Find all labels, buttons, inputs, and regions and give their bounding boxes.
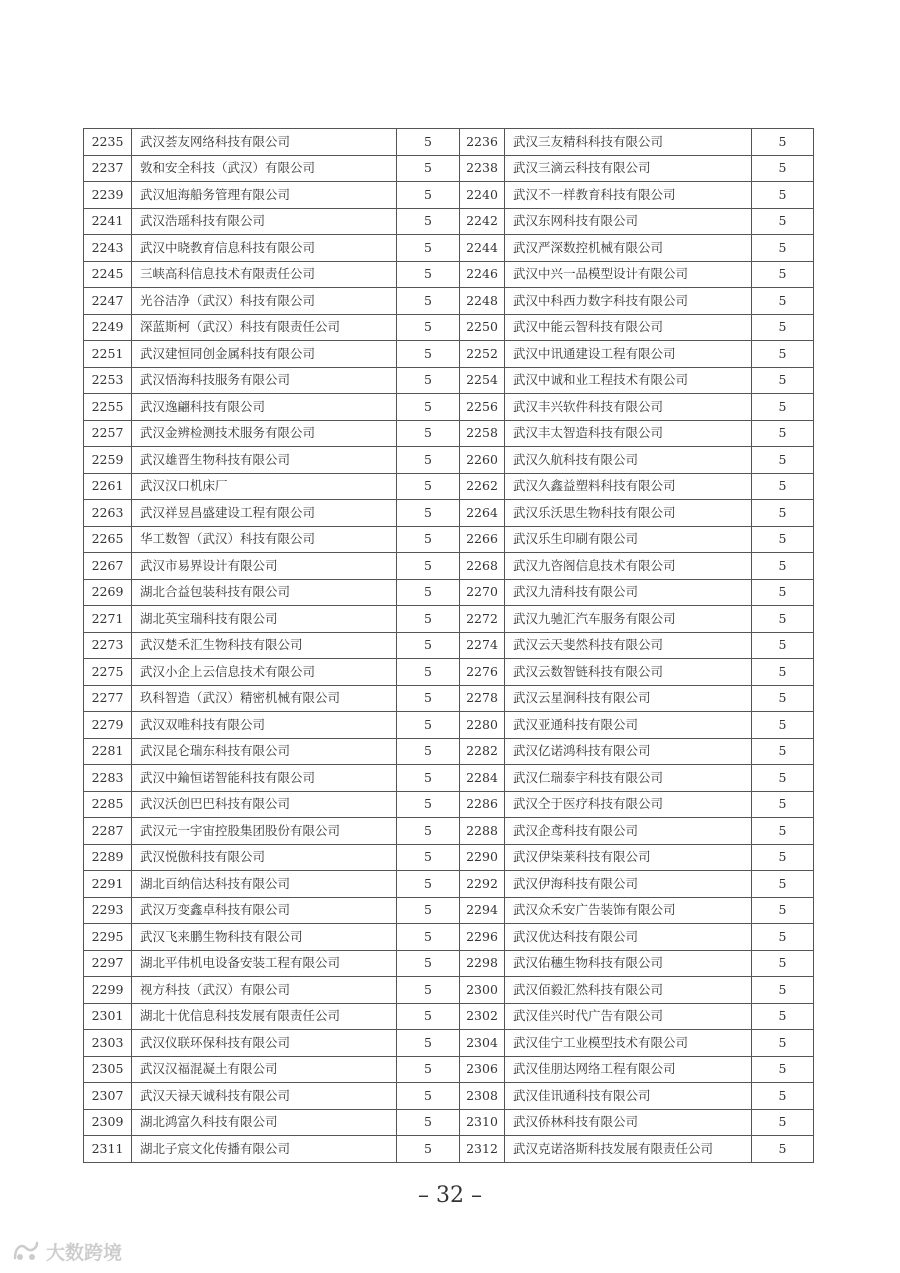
table-row xyxy=(84,288,814,315)
company-name: 武汉金辨检测技术服务有限公司 xyxy=(132,420,397,447)
company-name: 武汉中讯通建设工程有限公司 xyxy=(505,341,752,368)
company-name: 武汉克诺洛斯科技发展有限责任公司 xyxy=(505,1136,752,1163)
company-name: 武汉中科西力数字科技有限公司 xyxy=(505,288,752,315)
score-value: 5 xyxy=(752,1109,814,1136)
table-row xyxy=(84,685,814,712)
score-value: 5 xyxy=(752,526,814,553)
entry-number: 2251 xyxy=(84,341,132,368)
company-name: 武汉优达科技有限公司 xyxy=(505,924,752,951)
score-value: 5 xyxy=(752,712,814,739)
entry-number: 2309 xyxy=(84,1109,132,1136)
entry-number: 2289 xyxy=(84,844,132,871)
score-value: 5 xyxy=(752,1030,814,1057)
entry-number: 2265 xyxy=(84,526,132,553)
entry-number: 2253 xyxy=(84,367,132,394)
company-name: 武汉侨林科技有限公司 xyxy=(505,1109,752,1136)
company-name: 武汉万变鑫卓科技有限公司 xyxy=(132,897,397,924)
entry-number: 2260 xyxy=(460,447,505,474)
score-value: 5 xyxy=(752,129,814,156)
score-value: 5 xyxy=(397,261,460,288)
score-value: 5 xyxy=(397,367,460,394)
watermark-text: 大数跨境 xyxy=(46,1241,123,1264)
score-value: 5 xyxy=(752,341,814,368)
score-value: 5 xyxy=(752,420,814,447)
score-value: 5 xyxy=(752,208,814,235)
table-row xyxy=(84,155,814,182)
entry-number: 2243 xyxy=(84,235,132,262)
entry-number: 2282 xyxy=(460,738,505,765)
company-name: 武汉伊柒莱科技有限公司 xyxy=(505,844,752,871)
company-name: 武汉佳兴时代广告有限公司 xyxy=(505,1003,752,1030)
company-name: 武汉仁瑞泰宇科技有限公司 xyxy=(505,765,752,792)
entry-number: 2241 xyxy=(84,208,132,235)
entry-number: 2236 xyxy=(460,129,505,156)
table-row xyxy=(84,1030,814,1057)
company-name: 武汉旭海船务管理有限公司 xyxy=(132,182,397,209)
company-name: 武汉天禄天诚科技有限公司 xyxy=(132,1083,397,1110)
company-name: 武汉佳讯通科技有限公司 xyxy=(505,1083,752,1110)
score-value: 5 xyxy=(397,897,460,924)
score-value: 5 xyxy=(397,341,460,368)
table-row xyxy=(84,261,814,288)
company-name: 武汉飞来鹏生物科技有限公司 xyxy=(132,924,397,951)
company-name: 湖北十优信息科技发展有限责任公司 xyxy=(132,1003,397,1030)
score-value: 5 xyxy=(397,579,460,606)
table-row xyxy=(84,394,814,421)
entry-number: 2286 xyxy=(460,791,505,818)
entry-number: 2263 xyxy=(84,500,132,527)
score-value: 5 xyxy=(397,765,460,792)
score-value: 5 xyxy=(752,500,814,527)
score-value: 5 xyxy=(752,897,814,924)
entry-number: 2283 xyxy=(84,765,132,792)
score-value: 5 xyxy=(752,659,814,686)
table-row xyxy=(84,712,814,739)
company-name: 武汉佳朋达网络工程有限公司 xyxy=(505,1056,752,1083)
company-name: 武汉市易界设计有限公司 xyxy=(132,553,397,580)
company-name: 武汉九清科技有限公司 xyxy=(505,579,752,606)
score-value: 5 xyxy=(752,818,814,845)
company-name: 武汉佳宁工业模型技术有限公司 xyxy=(505,1030,752,1057)
entry-number: 2302 xyxy=(460,1003,505,1030)
score-value: 5 xyxy=(397,1136,460,1163)
entry-number: 2248 xyxy=(460,288,505,315)
company-name: 武汉企鸢科技有限公司 xyxy=(505,818,752,845)
company-name: 武汉三友精科科技有限公司 xyxy=(505,129,752,156)
company-name: 武汉雄晋生物科技有限公司 xyxy=(132,447,397,474)
entry-number: 2287 xyxy=(84,818,132,845)
company-name: 深蓝斯柯（武汉）科技有限责任公司 xyxy=(132,314,397,341)
table-row xyxy=(84,314,814,341)
score-value: 5 xyxy=(397,1109,460,1136)
table-row xyxy=(84,871,814,898)
entry-number: 2240 xyxy=(460,182,505,209)
score-value: 5 xyxy=(752,1056,814,1083)
score-value: 5 xyxy=(752,314,814,341)
score-value: 5 xyxy=(397,1003,460,1030)
score-value: 5 xyxy=(397,924,460,951)
entry-number: 2250 xyxy=(460,314,505,341)
company-name: 武汉乐沃思生物科技有限公司 xyxy=(505,500,752,527)
entry-number: 2312 xyxy=(460,1136,505,1163)
table-row xyxy=(84,182,814,209)
company-name: 湖北鸿富久科技有限公司 xyxy=(132,1109,397,1136)
entry-number: 2256 xyxy=(460,394,505,421)
score-value: 5 xyxy=(397,844,460,871)
table-row xyxy=(84,341,814,368)
company-name: 武汉悟海科技服务有限公司 xyxy=(132,367,397,394)
entry-number: 2238 xyxy=(460,155,505,182)
score-value: 5 xyxy=(752,871,814,898)
entry-number: 2237 xyxy=(84,155,132,182)
company-name: 武汉祥昱昌盛建设工程有限公司 xyxy=(132,500,397,527)
brand-logo-icon xyxy=(12,1240,40,1262)
company-name: 玖科智造（武汉）精密机械有限公司 xyxy=(132,685,397,712)
entry-number: 2296 xyxy=(460,924,505,951)
table-row xyxy=(84,1083,814,1110)
entry-number: 2252 xyxy=(460,341,505,368)
score-value: 5 xyxy=(752,632,814,659)
company-name: 敦和安全科技（武汉）有限公司 xyxy=(132,155,397,182)
company-name: 武汉逸翩科技有限公司 xyxy=(132,394,397,421)
table-row xyxy=(84,553,814,580)
score-value: 5 xyxy=(397,1056,460,1083)
company-name: 武汉九咨阁信息技术有限公司 xyxy=(505,553,752,580)
score-value: 5 xyxy=(397,712,460,739)
table-row xyxy=(84,208,814,235)
score-value: 5 xyxy=(397,871,460,898)
entry-number: 2266 xyxy=(460,526,505,553)
company-name: 武汉丰太智造科技有限公司 xyxy=(505,420,752,447)
entry-number: 2235 xyxy=(84,129,132,156)
entry-number: 2249 xyxy=(84,314,132,341)
page-number: – 32 – xyxy=(418,1183,482,1208)
score-value: 5 xyxy=(397,818,460,845)
entry-number: 2259 xyxy=(84,447,132,474)
score-value: 5 xyxy=(752,977,814,1004)
score-value: 5 xyxy=(397,155,460,182)
table-row xyxy=(84,473,814,500)
table-row xyxy=(84,526,814,553)
score-value: 5 xyxy=(752,950,814,977)
score-value: 5 xyxy=(752,765,814,792)
watermark xyxy=(12,1238,122,1264)
company-name: 武汉亿诺鸿科技有限公司 xyxy=(505,738,752,765)
score-value: 5 xyxy=(397,659,460,686)
score-value: 5 xyxy=(397,500,460,527)
score-value: 5 xyxy=(397,235,460,262)
entry-number: 2290 xyxy=(460,844,505,871)
score-value: 5 xyxy=(397,685,460,712)
table-row xyxy=(84,977,814,1004)
entry-number: 2306 xyxy=(460,1056,505,1083)
score-value: 5 xyxy=(397,977,460,1004)
table-row xyxy=(84,447,814,474)
company-name: 武汉久鑫益塑料科技有限公司 xyxy=(505,473,752,500)
score-value: 5 xyxy=(752,367,814,394)
score-value: 5 xyxy=(397,1030,460,1057)
table-row xyxy=(84,367,814,394)
table-row xyxy=(84,235,814,262)
entry-number: 2262 xyxy=(460,473,505,500)
score-value: 5 xyxy=(752,606,814,633)
score-value: 5 xyxy=(752,394,814,421)
company-name: 武汉众禾安广告装饰有限公司 xyxy=(505,897,752,924)
table-row xyxy=(84,1056,814,1083)
entry-number: 2271 xyxy=(84,606,132,633)
entry-number: 2294 xyxy=(460,897,505,924)
entry-number: 2258 xyxy=(460,420,505,447)
entry-number: 2297 xyxy=(84,950,132,977)
table-row xyxy=(84,606,814,633)
score-value: 5 xyxy=(752,155,814,182)
company-name: 武汉九驰汇汽车服务有限公司 xyxy=(505,606,752,633)
company-name: 武汉三滴云科技有限公司 xyxy=(505,155,752,182)
score-value: 5 xyxy=(397,553,460,580)
company-name: 武汉中能云智科技有限公司 xyxy=(505,314,752,341)
company-name: 武汉云天斐然科技有限公司 xyxy=(505,632,752,659)
score-value: 5 xyxy=(752,182,814,209)
entry-number: 2279 xyxy=(84,712,132,739)
company-name: 武汉汉福混凝土有限公司 xyxy=(132,1056,397,1083)
company-name: 武汉小企上云信息技术有限公司 xyxy=(132,659,397,686)
entry-number: 2242 xyxy=(460,208,505,235)
company-name: 湖北百纳信达科技有限公司 xyxy=(132,871,397,898)
score-value: 5 xyxy=(752,1136,814,1163)
entry-number: 2267 xyxy=(84,553,132,580)
company-name: 华工数智（武汉）科技有限公司 xyxy=(132,526,397,553)
score-value: 5 xyxy=(752,844,814,871)
entry-number: 2285 xyxy=(84,791,132,818)
company-name: 武汉浩瑶科技有限公司 xyxy=(132,208,397,235)
table-row xyxy=(84,950,814,977)
score-value: 5 xyxy=(752,738,814,765)
score-value: 5 xyxy=(397,473,460,500)
company-name: 武汉沃创巴巴科技有限公司 xyxy=(132,791,397,818)
company-name: 武汉楚禾汇生物科技有限公司 xyxy=(132,632,397,659)
table-row xyxy=(84,844,814,871)
score-value: 5 xyxy=(397,182,460,209)
entry-number: 2247 xyxy=(84,288,132,315)
company-name: 武汉中诚和业工程技术有限公司 xyxy=(505,367,752,394)
table-row xyxy=(84,632,814,659)
entry-number: 2268 xyxy=(460,553,505,580)
table-row xyxy=(84,765,814,792)
entry-number: 2291 xyxy=(84,871,132,898)
table-row xyxy=(84,420,814,447)
company-name: 武汉汉口机床厂 xyxy=(132,473,397,500)
company-name: 武汉中晓教育信息科技有限公司 xyxy=(132,235,397,262)
company-name: 湖北平伟机电设备安装工程有限公司 xyxy=(132,950,397,977)
company-name: 武汉元一宇宙控股集团股份有限公司 xyxy=(132,818,397,845)
company-name: 武汉云星涧科技有限公司 xyxy=(505,685,752,712)
score-value: 5 xyxy=(397,950,460,977)
company-name: 武汉悦傲科技有限公司 xyxy=(132,844,397,871)
entry-number: 2293 xyxy=(84,897,132,924)
score-value: 5 xyxy=(752,288,814,315)
table-row xyxy=(84,1003,814,1030)
entry-number: 2257 xyxy=(84,420,132,447)
entry-number: 2244 xyxy=(460,235,505,262)
score-value: 5 xyxy=(397,420,460,447)
table-row xyxy=(84,924,814,951)
company-name: 武汉佰毅汇然科技有限公司 xyxy=(505,977,752,1004)
table-row xyxy=(84,738,814,765)
score-value: 5 xyxy=(397,632,460,659)
score-value: 5 xyxy=(752,924,814,951)
entry-number: 2281 xyxy=(84,738,132,765)
entry-number: 2254 xyxy=(460,367,505,394)
company-name: 武汉丰兴软件科技有限公司 xyxy=(505,394,752,421)
entry-number: 2272 xyxy=(460,606,505,633)
company-name: 武汉佑穗生物科技有限公司 xyxy=(505,950,752,977)
score-value: 5 xyxy=(752,261,814,288)
entry-number: 2304 xyxy=(460,1030,505,1057)
score-value: 5 xyxy=(752,579,814,606)
score-value: 5 xyxy=(397,129,460,156)
entry-number: 2275 xyxy=(84,659,132,686)
entry-number: 2278 xyxy=(460,685,505,712)
entry-number: 2298 xyxy=(460,950,505,977)
score-value: 5 xyxy=(397,738,460,765)
company-name: 武汉久航科技有限公司 xyxy=(505,447,752,474)
entry-number: 2311 xyxy=(84,1136,132,1163)
entry-number: 2269 xyxy=(84,579,132,606)
company-name: 武汉建恒同创金属科技有限公司 xyxy=(132,341,397,368)
score-value: 5 xyxy=(397,208,460,235)
score-value: 5 xyxy=(752,685,814,712)
entry-number: 2273 xyxy=(84,632,132,659)
score-value: 5 xyxy=(752,473,814,500)
company-name: 武汉双唯科技有限公司 xyxy=(132,712,397,739)
entry-number: 2305 xyxy=(84,1056,132,1083)
company-name: 武汉乐生印刷有限公司 xyxy=(505,526,752,553)
entry-number: 2264 xyxy=(460,500,505,527)
entry-number: 2270 xyxy=(460,579,505,606)
company-table-body xyxy=(84,129,814,1163)
score-value: 5 xyxy=(397,526,460,553)
entry-number: 2261 xyxy=(84,473,132,500)
entry-number: 2239 xyxy=(84,182,132,209)
company-name: 三峡高科信息技术有限责任公司 xyxy=(132,261,397,288)
company-name: 湖北英宝瑞科技有限公司 xyxy=(132,606,397,633)
entry-number: 2277 xyxy=(84,685,132,712)
table-row xyxy=(84,500,814,527)
entry-number: 2292 xyxy=(460,871,505,898)
score-value: 5 xyxy=(752,1003,814,1030)
company-table xyxy=(83,128,814,1163)
score-value: 5 xyxy=(752,553,814,580)
score-value: 5 xyxy=(397,447,460,474)
company-name: 湖北合益包装科技有限公司 xyxy=(132,579,397,606)
entry-number: 2246 xyxy=(460,261,505,288)
entry-number: 2274 xyxy=(460,632,505,659)
entry-number: 2295 xyxy=(84,924,132,951)
score-value: 5 xyxy=(397,606,460,633)
table-row xyxy=(84,818,814,845)
company-name: 视方科技（武汉）有限公司 xyxy=(132,977,397,1004)
table-row xyxy=(84,659,814,686)
entry-number: 2303 xyxy=(84,1030,132,1057)
company-name: 武汉东网科技有限公司 xyxy=(505,208,752,235)
company-name: 武汉伊海科技有限公司 xyxy=(505,871,752,898)
table-row xyxy=(84,791,814,818)
score-value: 5 xyxy=(752,791,814,818)
entry-number: 2276 xyxy=(460,659,505,686)
entry-number: 2308 xyxy=(460,1083,505,1110)
table-row xyxy=(84,1109,814,1136)
company-name: 武汉中錀恒诺智能科技有限公司 xyxy=(132,765,397,792)
table-row xyxy=(84,579,814,606)
entry-number: 2307 xyxy=(84,1083,132,1110)
company-name: 武汉仪联环保科技有限公司 xyxy=(132,1030,397,1057)
entry-number: 2288 xyxy=(460,818,505,845)
score-value: 5 xyxy=(397,791,460,818)
score-value: 5 xyxy=(752,235,814,262)
entry-number: 2284 xyxy=(460,765,505,792)
company-name: 湖北子宸文化传播有限公司 xyxy=(132,1136,397,1163)
entry-number: 2280 xyxy=(460,712,505,739)
score-value: 5 xyxy=(397,1083,460,1110)
entry-number: 2310 xyxy=(460,1109,505,1136)
score-value: 5 xyxy=(397,288,460,315)
table-row xyxy=(84,1136,814,1163)
company-name: 武汉严深数控机械有限公司 xyxy=(505,235,752,262)
table-row xyxy=(84,129,814,156)
entry-number: 2300 xyxy=(460,977,505,1004)
company-name: 武汉荟友网络科技有限公司 xyxy=(132,129,397,156)
company-name: 武汉云数智链科技有限公司 xyxy=(505,659,752,686)
company-name: 武汉仝于医疗科技有限公司 xyxy=(505,791,752,818)
entry-number: 2301 xyxy=(84,1003,132,1030)
score-value: 5 xyxy=(752,1083,814,1110)
table-row xyxy=(84,897,814,924)
score-value: 5 xyxy=(397,314,460,341)
entry-number: 2255 xyxy=(84,394,132,421)
company-name: 光谷洁净（武汉）科技有限公司 xyxy=(132,288,397,315)
score-value: 5 xyxy=(752,447,814,474)
company-name: 武汉不一样教育科技有限公司 xyxy=(505,182,752,209)
company-name: 武汉昆仑瑞东科技有限公司 xyxy=(132,738,397,765)
score-value: 5 xyxy=(397,394,460,421)
company-name: 武汉中兴一品模型设计有限公司 xyxy=(505,261,752,288)
company-name: 武汉亚通科技有限公司 xyxy=(505,712,752,739)
entry-number: 2245 xyxy=(84,261,132,288)
entry-number: 2299 xyxy=(84,977,132,1004)
